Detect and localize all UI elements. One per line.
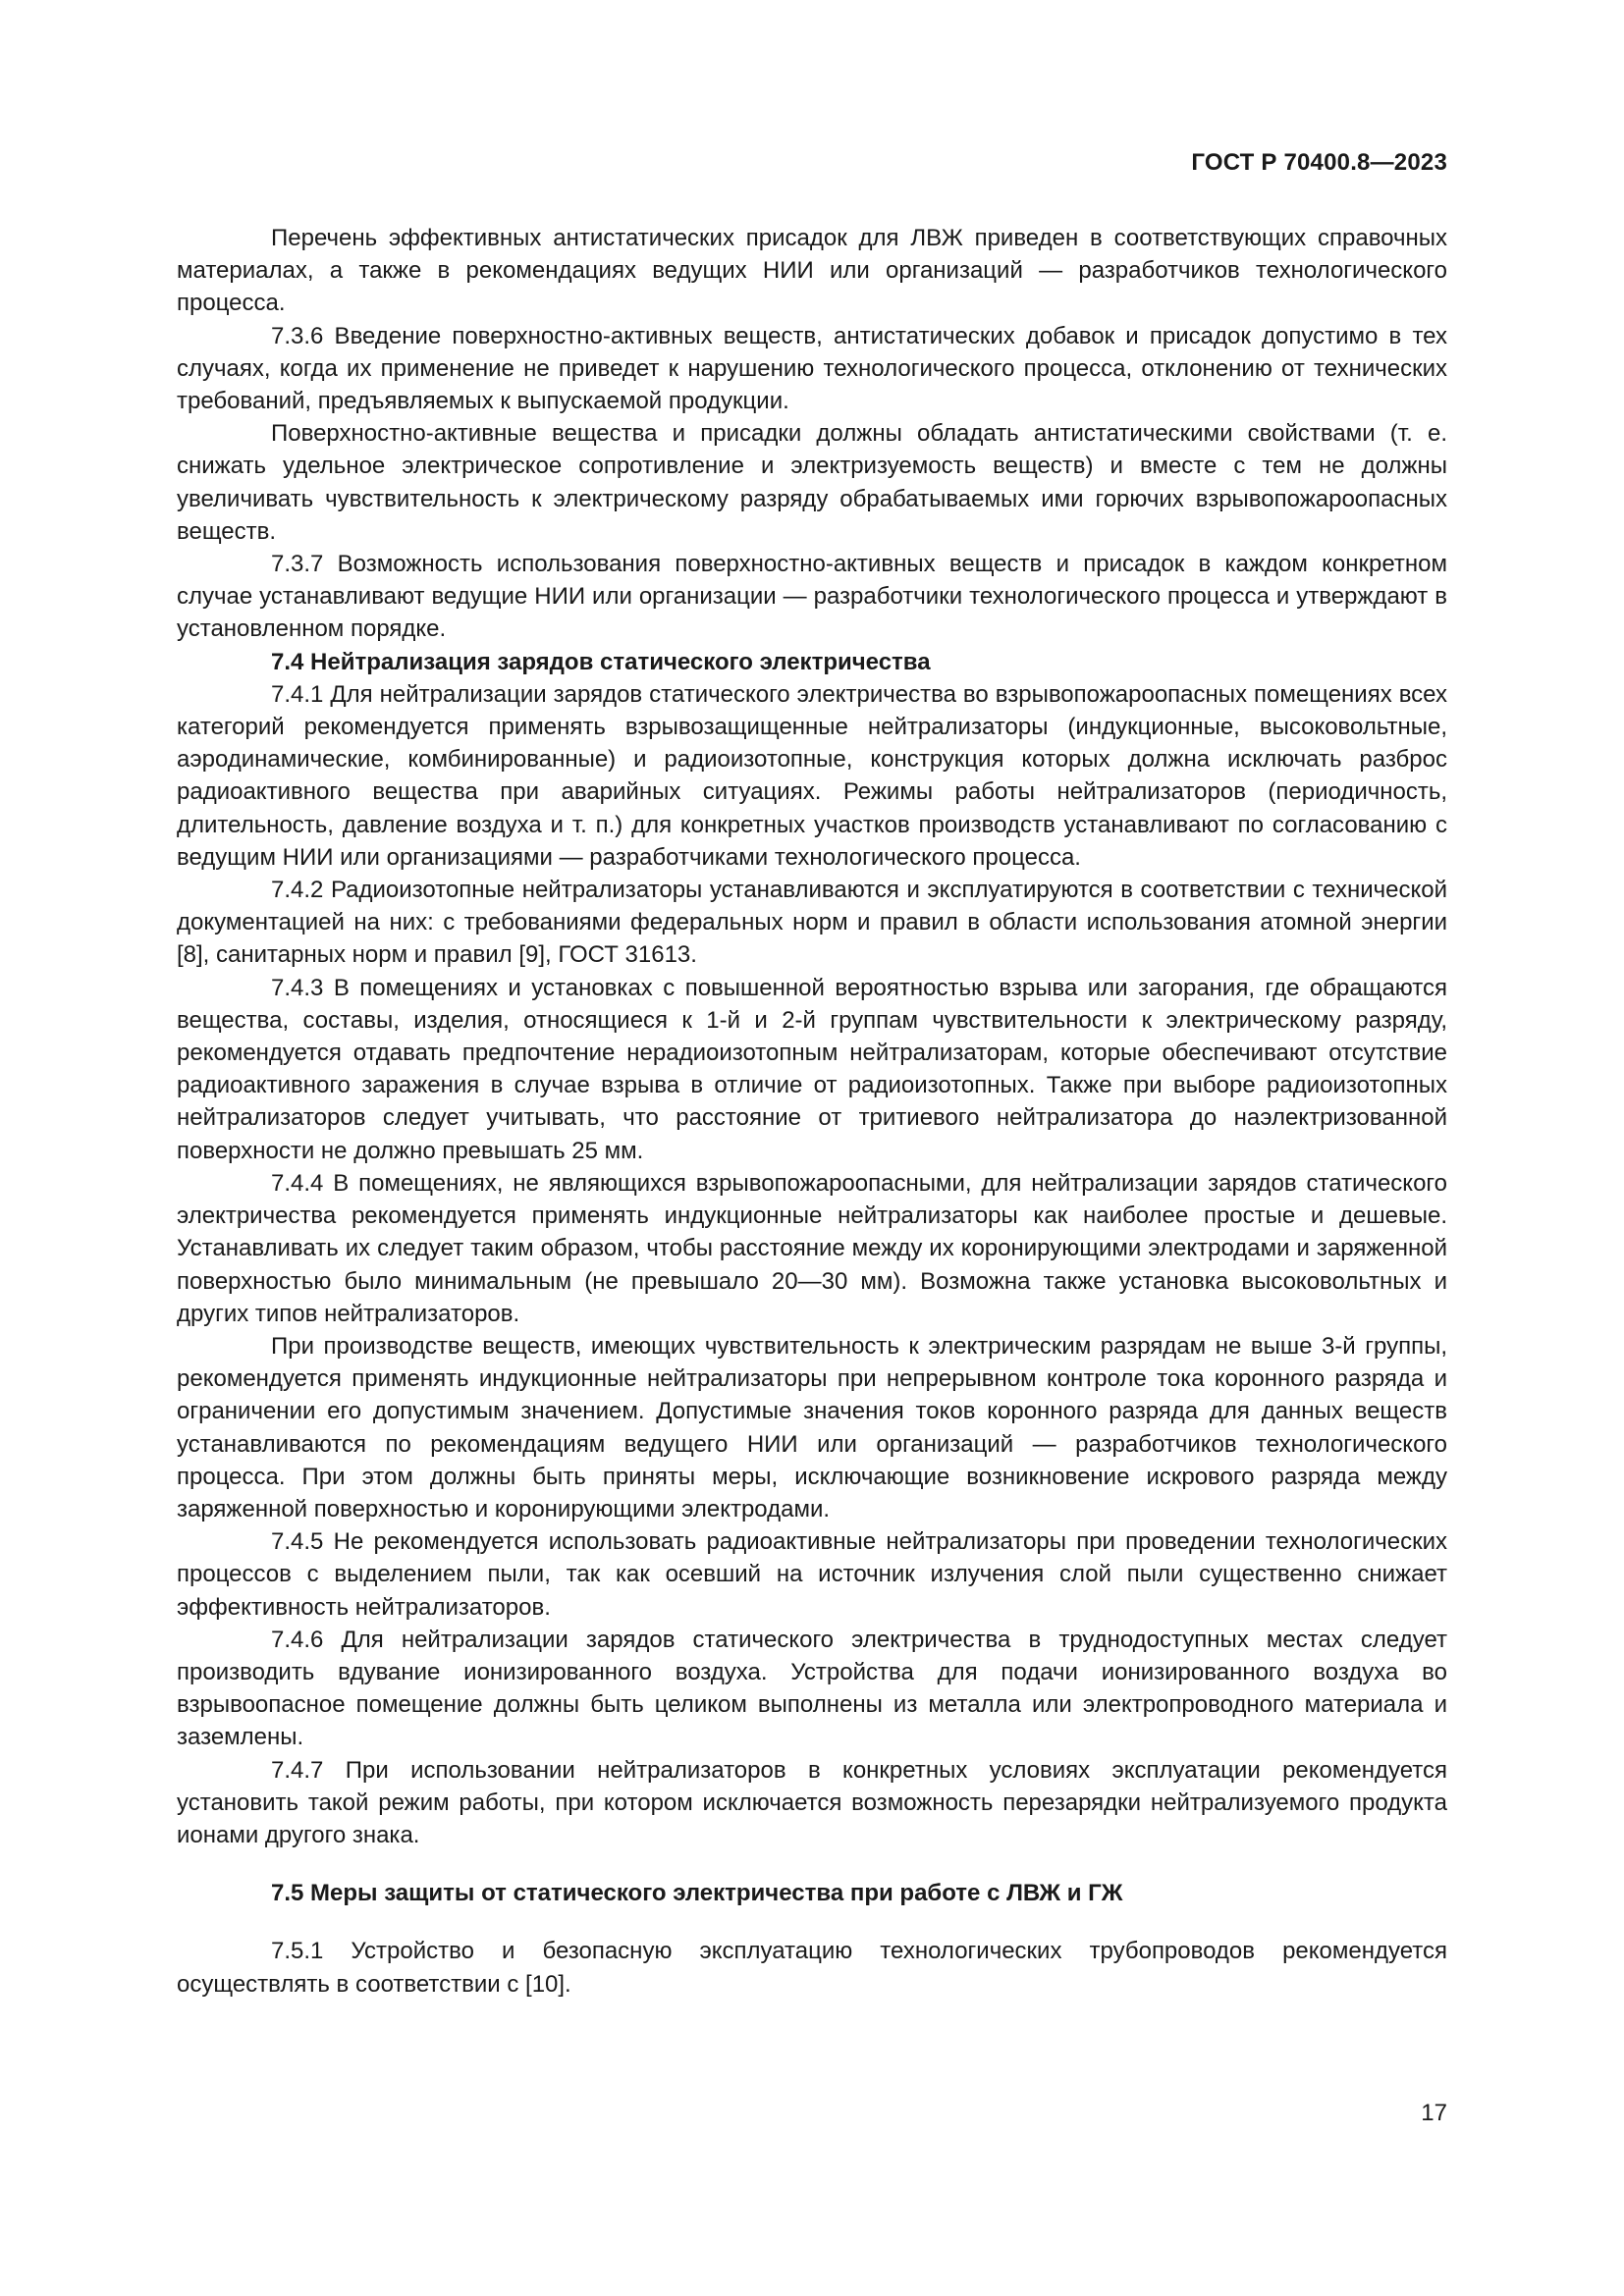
- paragraph-7-4-6: 7.4.6 Для нейтрализации зарядов статического электричества в труднодоступных местах следует производить вдувание ионизированного воздуха. Устройства для подачи ионизированного воздуха во взрывоопасное помещение должны быть целиком выполнены из металла или электропроводного материала и заземлены.: [177, 1626, 1447, 1751]
- paragraph-7-5-1: 7.5.1 Устройство и безопасную эксплуатацию технологических трубопроводов рекомендуется осуществлять в соответствии с [10].: [177, 1938, 1447, 1998]
- document-body: [177, 222, 1447, 2001]
- paragraph-7-4-3: 7.4.3 В помещениях и установках с повышенной вероятностью взрыва или загорания, где обращаются вещества, составы, изделия, относящиеся к 1-й и 2-й группам чувствительности к электрическому разряду, рекомендуется отдавать предпочтение нерадиоизотопным нейтрализаторам, которые обеспечивают отсутствие радиоактивного заражения в случае взрыва в отличие от радиоизотопных. Также при выборе радиоизотопных нейтрализаторов следует учитывать, что расстояние от тритиевого нейтрализатора до наэлектризованной поверхности не должно превышать 25 мм.: [177, 974, 1447, 1164]
- paragraph-7-3-6: 7.3.6 Введение поверхностно-активных веществ, антистатических добавок и присадок допустимо в тех случаях, когда их применение не приведет к нарушению технологического процесса, отклонению от технических требований, предъявляемых к выпускаемой продукции.: [177, 322, 1447, 415]
- paragraph-corona-discharge: При производстве веществ, имеющих чувствительность к электрическим разрядам не выше 3-й группы, рекомендуется применять индукционные нейтрализаторы при непрерывном контроле тока коронного разряда и ограничении его допустимым значением. Допустимые значения токов коронного разряда для данных веществ устанавливаются по рекомендациям ведущего НИИ или организаций — разработчиков технологического процесса. При этом должны быть приняты меры, исключающие возникновение искрового разряда между заряженной поверхностью и коронирующими электродами.: [177, 1332, 1447, 1522]
- paragraph-7-4-1: 7.4.1 Для нейтрализации зарядов статического электричества во взрывопожароопасных помещениях всех категорий рекомендуется применять взрывозащищенные нейтрализаторы (индукционные, высоковольтные, аэродинамические, комбинированные) и радиоизотопные, конструкция которых должна исключать разброс радиоактивного вещества при аварийных ситуациях. Режимы работы нейтрализаторов (периодичность, длительность, давление воздуха и т. п.) для конкретных участков производств устанавливают по согласованию с ведущим НИИ или организациями — разработчиками технологического процесса.: [177, 680, 1447, 871]
- document-id-header: ГОСТ Р 70400.8—2023: [1191, 149, 1447, 176]
- paragraph-surfactant-properties: Поверхностно-активные вещества и присадки должны обладать антистатическими свойствами (т. е. снижать удельное электрическое сопротивление и электризуемость веществ) и вместе с тем не должны увеличивать чувствительность к электрическому разряду обрабатываемых ими горючих взрывопожароопасных веществ.: [177, 420, 1447, 545]
- paragraph-7-3-7: 7.3.7 Возможность использования поверхностно-активных веществ и присадок в каждом конкретном случае устанавливают ведущие НИИ или организации — разработчики технологического процесса и утверждают в установленном порядке.: [177, 551, 1447, 643]
- page-number: 17: [1421, 2100, 1447, 2126]
- section-heading-7-5: 7.5 Меры защиты от статического электричества при работе с ЛВЖ и ГЖ: [271, 1880, 1123, 1907]
- paragraph-7-4-2: 7.4.2 Радиоизотопные нейтрализаторы устанавливаются и эксплуатируются в соответствии с технической документацией на них: с требованиями федеральных норм и правил в области использования атомной энергии [8], санитарных норм и правил [9], ГОСТ 31613.: [177, 877, 1447, 969]
- paragraph-additives-list: Перечень эффективных антистатических присадок для ЛВЖ приведен в соответствующих справочных материалах, а также в рекомендациях ведущих НИИ или организаций — разработчиков технологического процесса.: [177, 225, 1447, 317]
- section-heading-7-4: 7.4 Нейтрализация зарядов статического электричества: [271, 648, 931, 675]
- paragraph-7-4-7: 7.4.7 При использовании нейтрализаторов в конкретных условиях эксплуатации рекомендуется установить такой режим работы, при котором исключается возможность перезарядки нейтрализуемого продукта ионами другого знака.: [177, 1756, 1447, 1848]
- paragraph-7-4-5: 7.4.5 Не рекомендуется использовать радиоактивные нейтрализаторы при проведении технологических процессов с выделением пыли, так как осевший на источник излучения слой пыли существенно снижает эффективность нейтрализаторов.: [177, 1528, 1447, 1621]
- paragraph-7-4-4: 7.4.4 В помещениях, не являющихся взрывопожароопасными, для нейтрализации зарядов статического электричества рекомендуется применять индукционные нейтрализаторы как наиболее простые и дешевые. Устанавливать их следует таким образом, чтобы расстояние между их коронирующими электродами и заряженной поверхностью было минимальным (не превышало 20—30 мм). Возможна также установка высоковольтных и других типов нейтрализаторов.: [177, 1169, 1447, 1327]
